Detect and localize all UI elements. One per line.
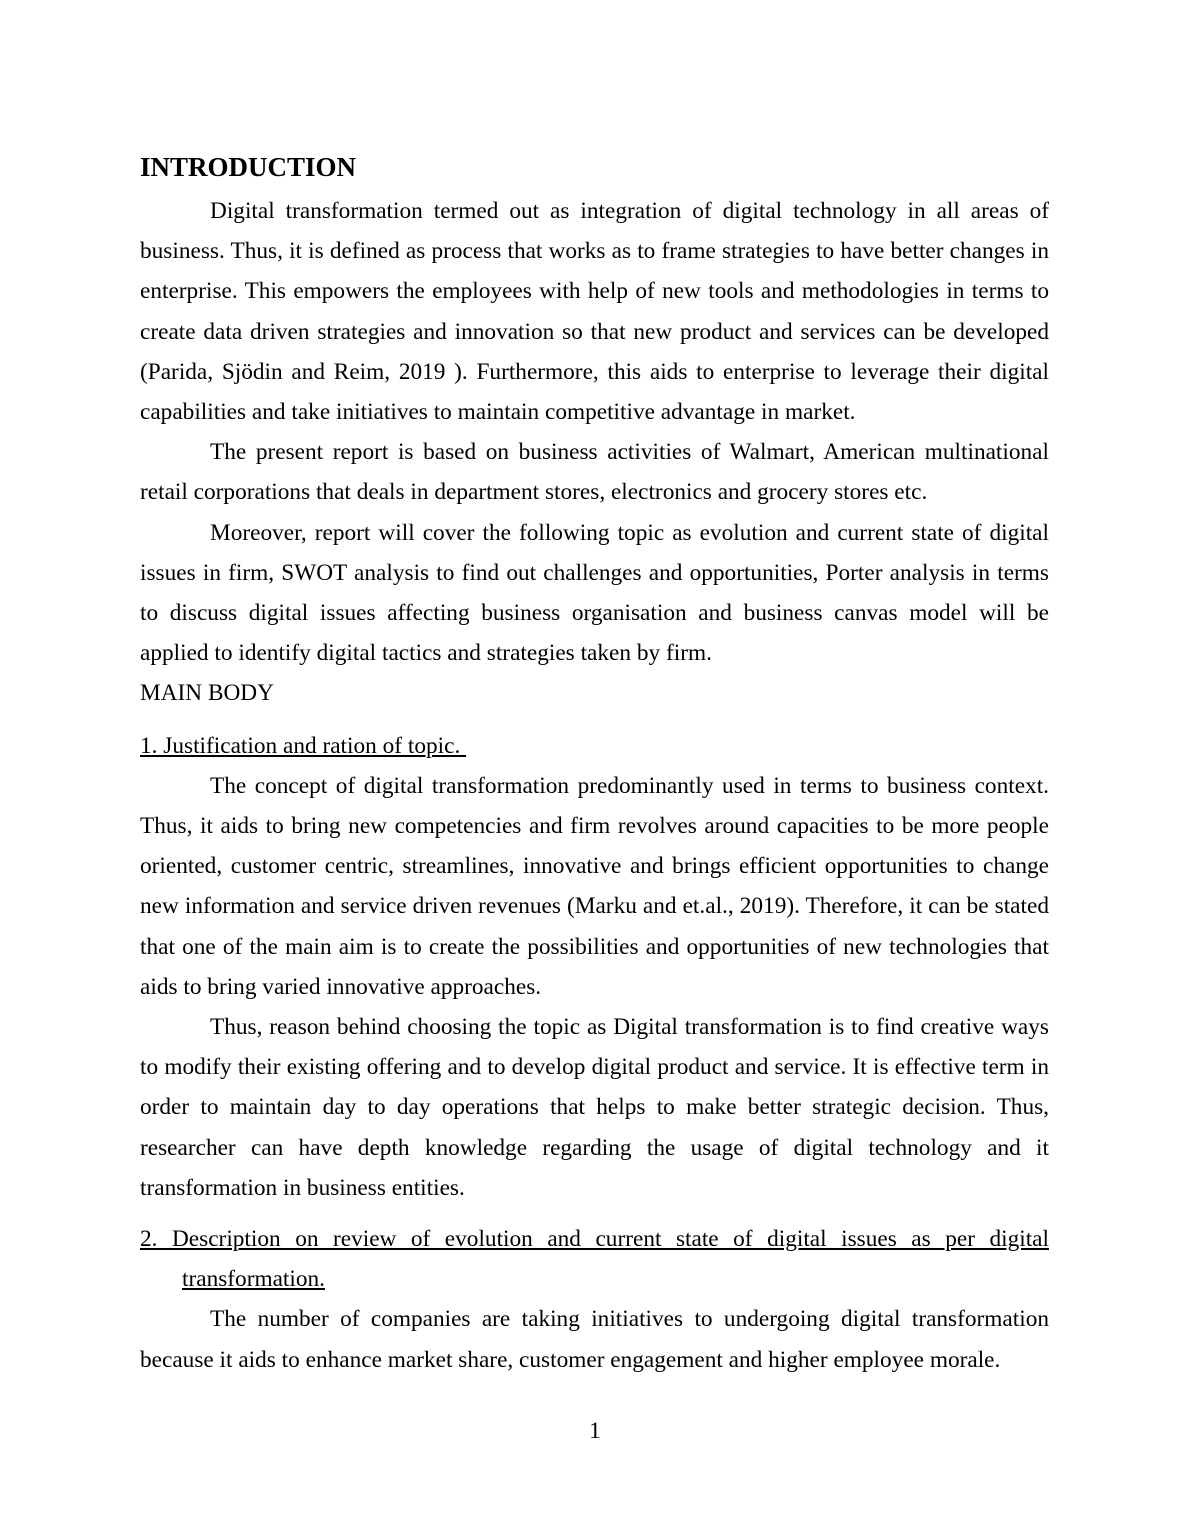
page-title: INTRODUCTION (140, 152, 357, 182)
document-page (140, 149, 1049, 1380)
section-2-paragraph: The number of companies are taking initiatives to undergoing digital transformation because it aids to enhance market share, customer engagement and higher employee morale. (140, 1306, 1049, 1373)
intro-paragraph: The present report is based on business activities of Walmart, American multinational retail corporations that deals in department stores, electronics and grocery stores etc. (140, 439, 1049, 506)
page-number: 1 (589, 1418, 601, 1444)
intro-paragraph: Moreover, report will cover the following topic as evolution and current state of digital issues in firm, SWOT analysis to find out challenges and opportunities, Porter analysis in terms to discuss digital issues affecting business organisation and business canvas model will be applied to identify digital tactics and strategies taken by firm. (140, 519, 1049, 667)
intro-paragraph: Digital transformation termed out as integration of digital technology in all areas of business. Thus, it is defined as process that works as to frame strategies to have better changes in enterprise. This empowers the employees with help of new tools and methodologies in terms to create data driven strategies and innovation so that new product and services can be developed (Parida, Sjödin and Reim, 2019 ). Furthermore, this aids to enterprise to leverage their digital capabilities and take initiatives to maintain competitive advantage in market. (140, 198, 1049, 426)
section-1-heading: 1. Justification and ration of topic. (140, 732, 467, 759)
main-body-heading: MAIN BODY (140, 680, 274, 707)
section-1-paragraph: Thus, reason behind choosing the topic as Digital transformation is to find creative ways to modify their existing offering and to develop digital product and service. It is effective term in order to maintain day to day operations that helps to make better strategic decision. Thus, researcher can have depth knowledge regarding the usage of digital technology and it transformation in business entities. (140, 1014, 1049, 1201)
section-1-paragraph: The concept of digital transformation predominantly used in terms to business context. Thus, it aids to bring new competencies and firm revolves around capacities to be more people oriented, customer centric, streamlines, innovative and brings efficient opportunities to change new information and service driven revenues (Marku and et.al., 2019). Therefore, it can be stated that one of the main aim is to create the possibilities and opportunities of new technologies that aids to bring varied innovative approaches. (140, 772, 1049, 1000)
section-2-heading: 2. Description on review of evolution and current state of digital issues as per digital transformation. (140, 1226, 1049, 1293)
